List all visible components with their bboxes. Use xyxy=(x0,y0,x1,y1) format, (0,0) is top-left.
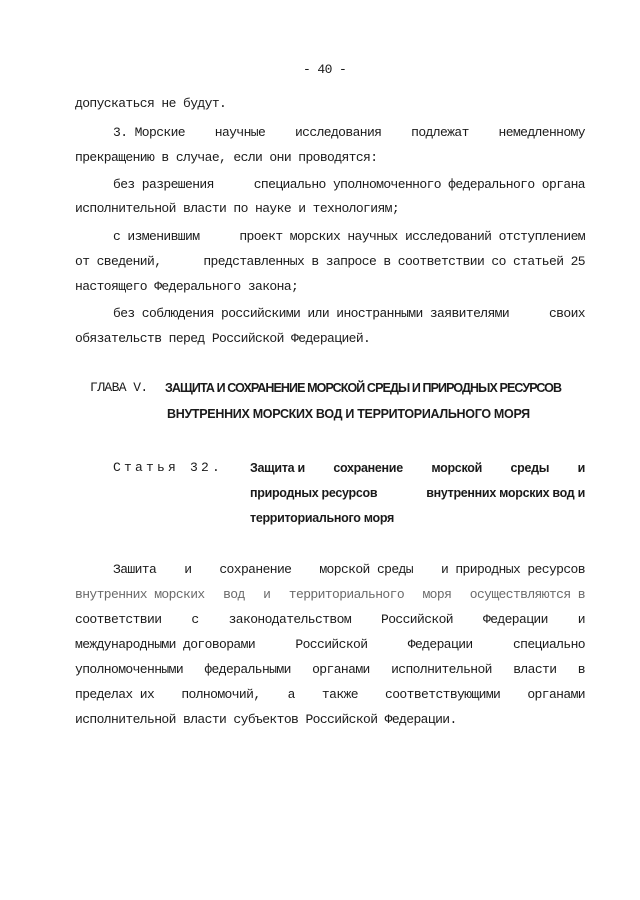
article-label: Статья 32. xyxy=(113,460,224,475)
body-line5: уполномоченными федеральными органами исполнительной власти в xyxy=(75,662,585,677)
item3-line1: 3. Морские научные исследования подлежат немедленному xyxy=(113,125,585,140)
chapter-title-line2: ВНУТРЕННИХ МОРСКИХ ВОД И ТЕРРИТОРИАЛЬНОГО МОРЯ xyxy=(167,407,530,421)
chapter-title-line1: ЗАЩИТА И СОХРАНЕНИЕ МОРСКОЙ СРЕДЫ И ПРИРОДНЫХ РЕСУРСОВ xyxy=(165,381,562,395)
body-line4: международными договорами Российской Федерации специально xyxy=(75,637,585,652)
body-line6: пределах их полномочий, а также соответствующими органами xyxy=(75,687,585,702)
body-line2: внутренних морских вод и территориального моря осуществляются в xyxy=(75,587,585,602)
body-line7: исполнительной власти субъектов Российской Федерации. xyxy=(75,712,457,727)
article-title-line1: Защита и сохранение морской среды и xyxy=(250,461,585,475)
page-number: - 40 - xyxy=(303,62,347,77)
body-line1: Зашита и сохранение морской среды и природных ресурсов xyxy=(113,562,585,577)
chapter-label: ГЛАВА V. xyxy=(90,380,148,395)
case1-line1: без разрешения специально уполномоченного федерального органа xyxy=(113,177,585,192)
item3-line2: прекращению в случае, если они проводятся: xyxy=(75,150,378,165)
case3-line2: обязательств перед Российской Федерацией. xyxy=(75,331,371,346)
case3-line1: без соблюдения российскими или иностранными заявителями своих xyxy=(113,306,585,321)
case2-line3: настоящего Федерального закона; xyxy=(75,279,299,294)
case2-line1: с изменившим проект морских научных исследований отступлением xyxy=(113,229,585,244)
article-title-line3: территориального моря xyxy=(250,511,395,525)
case1-line2: исполнительной власти по науке и технологиям; xyxy=(75,201,400,216)
article-title-line2: природных ресурсов внутренних морских вод и xyxy=(250,486,585,500)
body-line3: соответствии с законодательством Российской Федерации и xyxy=(75,612,585,627)
case2-line2: от сведений, представленных в запросе в соответствии со статьей 25 xyxy=(75,254,585,269)
continuation-line: допускаться не будут. xyxy=(75,96,227,111)
